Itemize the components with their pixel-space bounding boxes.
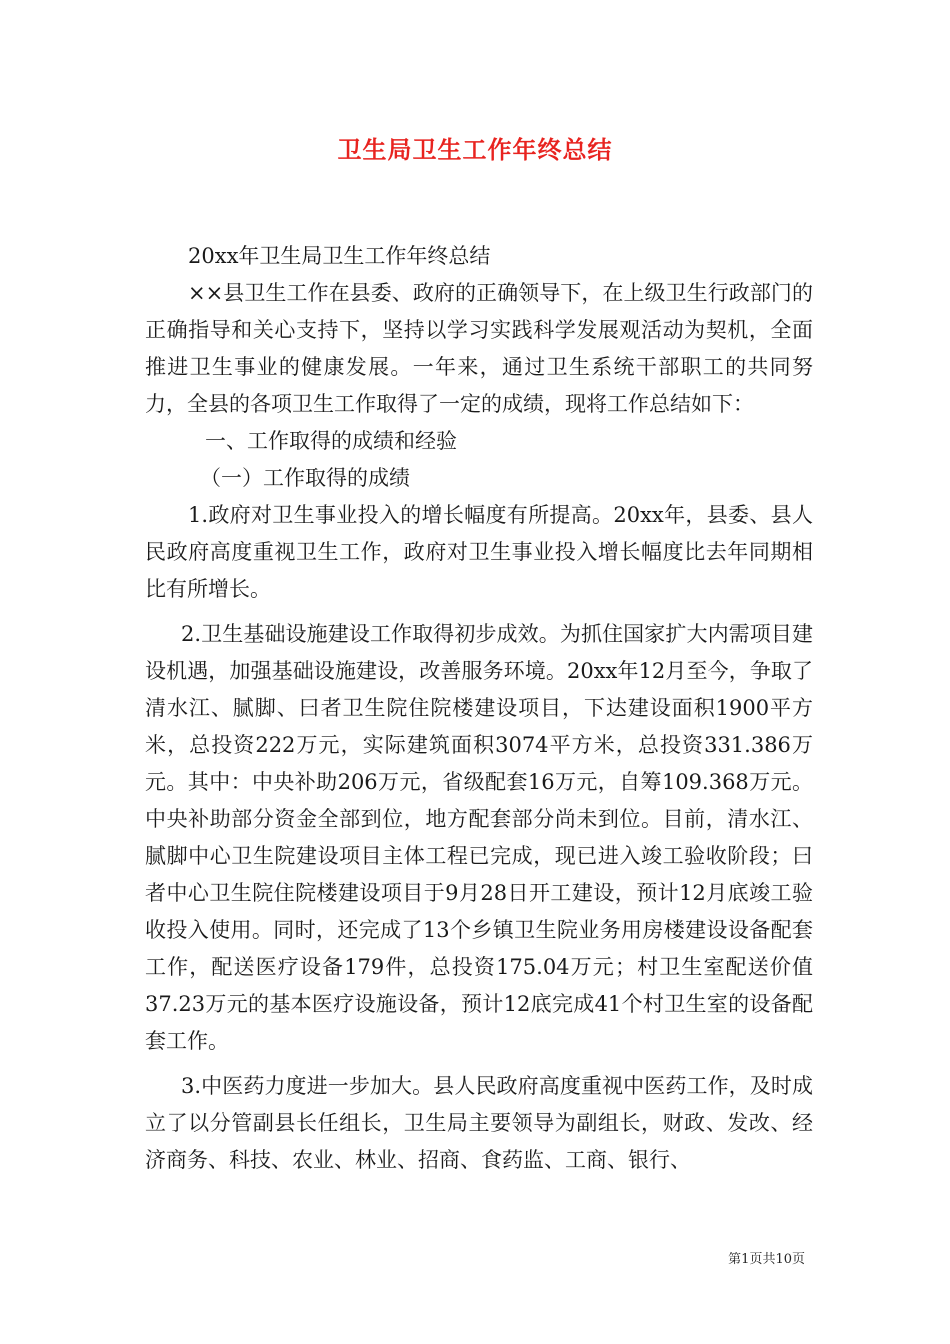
document-subtitle: 20xx年卫生局卫生工作年终总结: [188, 244, 491, 268]
paragraph-item-3: 3.中医药力度进一步加大。县人民政府高度重视中医药工作，及时成立了以分管副县长任组长，卫生局主要领导为副组长，财政、发改、经济商务、科技、农业、林业、招商、食药监、工商、银行、: [145, 1074, 813, 1172]
section-heading-1: 一、工作取得的成绩和经验: [205, 429, 457, 453]
document-title: 卫生局卫生工作年终总结: [337, 135, 613, 164]
paragraph-item-2: 2.卫生基础设施建设工作取得初步成效。为抓住国家扩大内需项目建设机遇，加强基础设施建设，改善服务环境。20xx年12月至今，争取了清水江、腻脚、曰者卫生院住院楼建设项目，下达建设面积1900平方米，总投资222万元，实际建筑面积3074平方米，总投资331.386万元。其中：中央补助206万元，省级配套16万元，自筹109.368万元。中央补助部分资金全部到位，地方配套部分尚未到位。目前，清水江、腻脚中心卫生院建设项目主体工程已完成，现已进入竣工验收阶段；曰者中心卫生院住院楼建设项目于9月28日开工建设，预计12月底竣工验收投入使用。同时，还完成了13个乡镇卫生院业务用房楼建设设备配套工作，配送医疗设备179件，总投资175.04万元；村卫生室配送价值37.23万元的基本医疗设施设备，预计12底完成41个村卫生室的设备配套工作。: [145, 622, 813, 1053]
document-body: [145, 238, 813, 1179]
section-heading-2: （一）工作取得的成绩: [200, 466, 410, 490]
intro-paragraph: ××县卫生工作在县委、政府的正确领导下，在上级卫生行政部门的正确指导和关心支持下，坚持以学习实践科学发展观活动为契机，全面推进卫生事业的健康发展。一年来，通过卫生系统干部职工的共同努力，全县的各项卫生工作取得了一定的成绩，现将工作总结如下：: [145, 281, 813, 416]
paragraph-item-1: 1.政府对卫生事业投入的增长幅度有所提高。20xx年，县委、县人民政府高度重视卫生工作，政府对卫生事业投入增长幅度比去年同期相比有所增长。: [145, 503, 813, 601]
page-number: 第1页共10页: [728, 1252, 805, 1267]
